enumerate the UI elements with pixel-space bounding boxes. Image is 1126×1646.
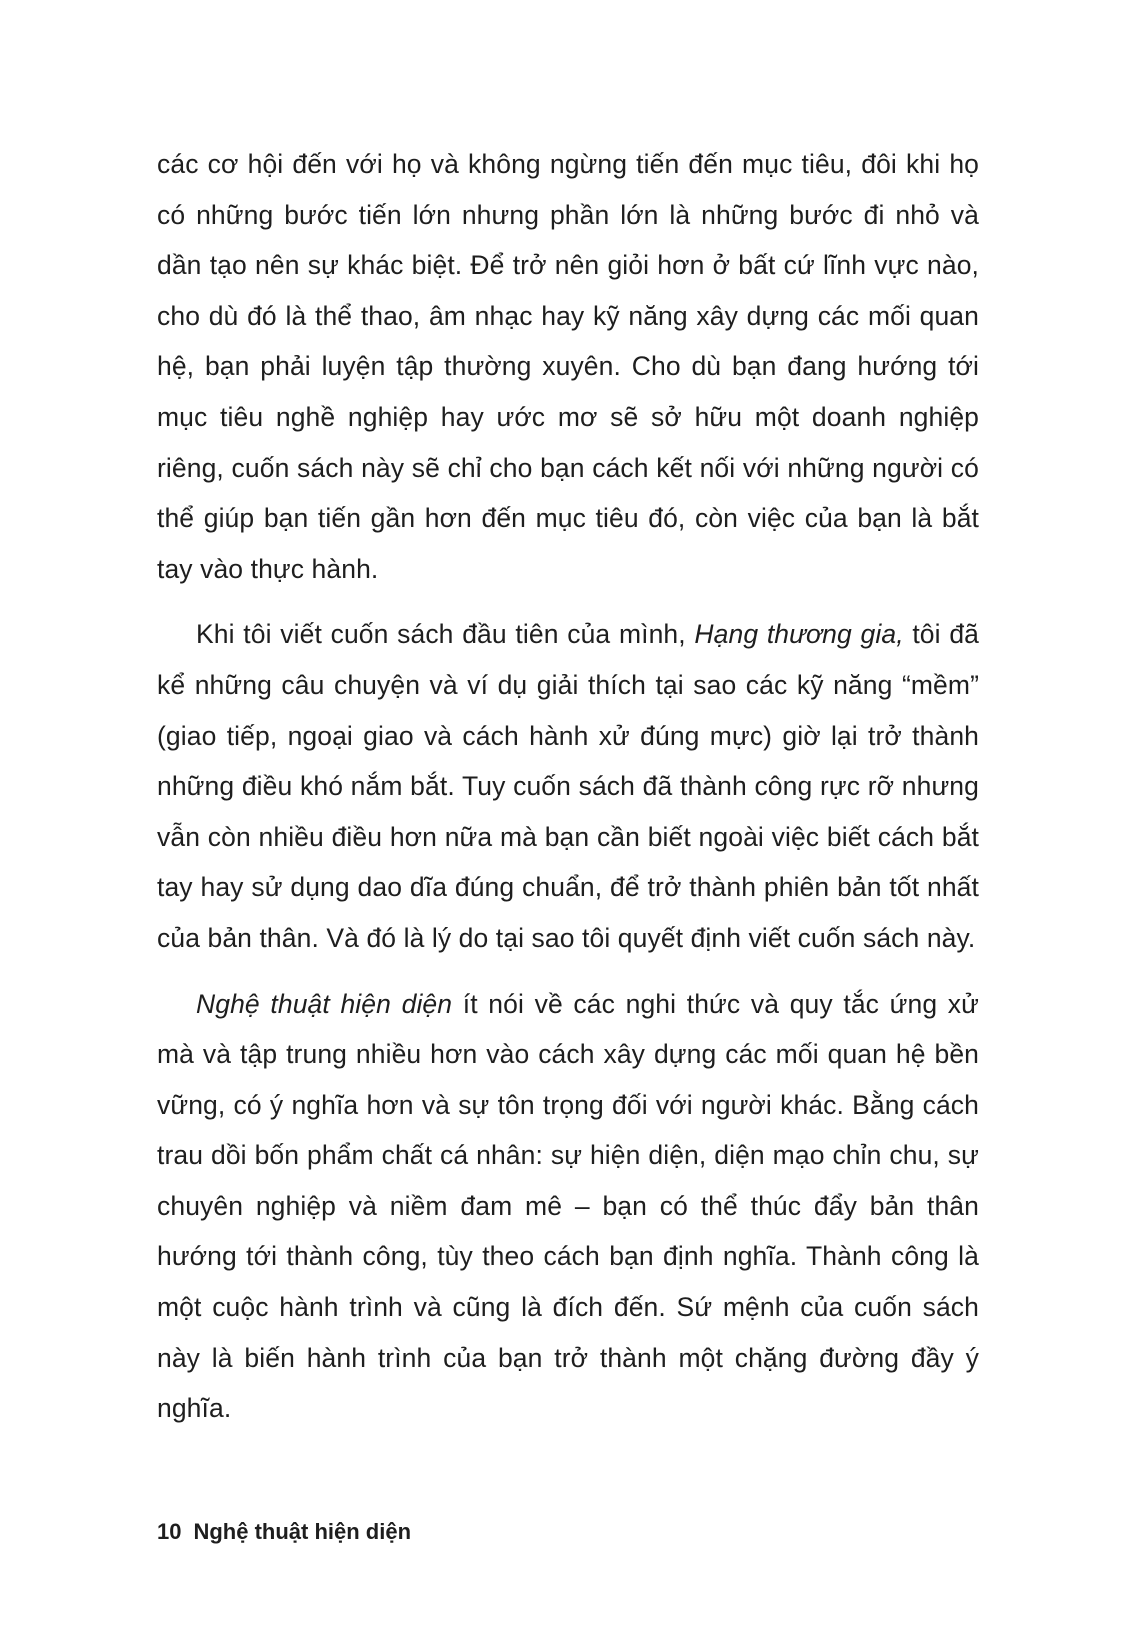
book-title-italic: Hạng thương gia, — [694, 619, 904, 650]
page-number: 10 — [157, 1519, 182, 1544]
body-text — [157, 139, 979, 1434]
paragraph-2 — [157, 609, 979, 963]
paragraph-2-text-start: Khi tôi viết cuốn sách đầu tiên của mình, — [196, 619, 695, 650]
paragraph-3-text: ít nói về các nghi thức và quy tắc ứng xử mà và tập trung nhiều hơn vào cách xây dựng các mối quan hệ bền vững, có ý nghĩa hơn và sự tôn trọng đối với người khác. Bằng cách trau dồi bốn phẩm chất cá nhân: sự hiện diện, diện mạo chỉn chu, sự chuyên nghiệp và niềm đam mê – bạn có thể thúc đẩy bản thân hướng tới thành công, tùy theo cách bạn định nghĩa. Thành công là một cuộc hành trình và cũng là đích đến. Sứ mệnh của cuốn sách này là biến hành trình của bạn trở thành một chặng đường đầy ý nghĩa. — [157, 988, 979, 1424]
paragraph-1-text: các cơ hội đến với họ và không ngừng tiến đến mục tiêu, đôi khi họ có những bước tiến lớn nhưng phần lớn là những bước đi nhỏ và dần tạo nên sự khác biệt. Để trở nên giỏi hơn ở bất cứ lĩnh vực nào, cho dù đó là thể thao, âm nhạc hay kỹ năng xây dựng các mối quan hệ, bạn phải luyện tập thường xuyên. Cho dù bạn đang hướng tới mục tiêu nghề nghiệp hay ước mơ sẽ sở hữu một doanh nghiệp riêng, cuốn sách này sẽ chỉ cho bạn cách kết nối với những người có thể giúp bạn tiến gần hơn đến mục tiêu đó, còn việc của bạn là bắt tay vào thực hành. — [157, 149, 979, 584]
paragraph-2-text-end: tôi đã kể những câu chuyện và ví dụ giải thích tại sao các kỹ năng “mềm” (giao tiếp, ngoại giao và cách hành xử đúng mực) giờ lại trở thành những điều khó nắm bắt. Tuy cuốn sách đã thành công rực rỡ nhưng vẫn còn nhiều điều hơn nữa mà bạn cần biết ngoài việc biết cách bắt tay hay sử dụng dao dĩa đúng chuẩn, để trở thành phiên bản tốt nhất của bản thân. Và đó là lý do tại sao tôi quyết định viết cuốn sách này. — [157, 619, 979, 953]
book-title-italic: Nghệ thuật hiện diện — [196, 988, 453, 1019]
paragraph-1 — [157, 139, 979, 594]
paragraph-3 — [157, 979, 979, 1434]
page-footer — [157, 1518, 411, 1546]
running-title: Nghệ thuật hiện diện — [193, 1519, 412, 1544]
